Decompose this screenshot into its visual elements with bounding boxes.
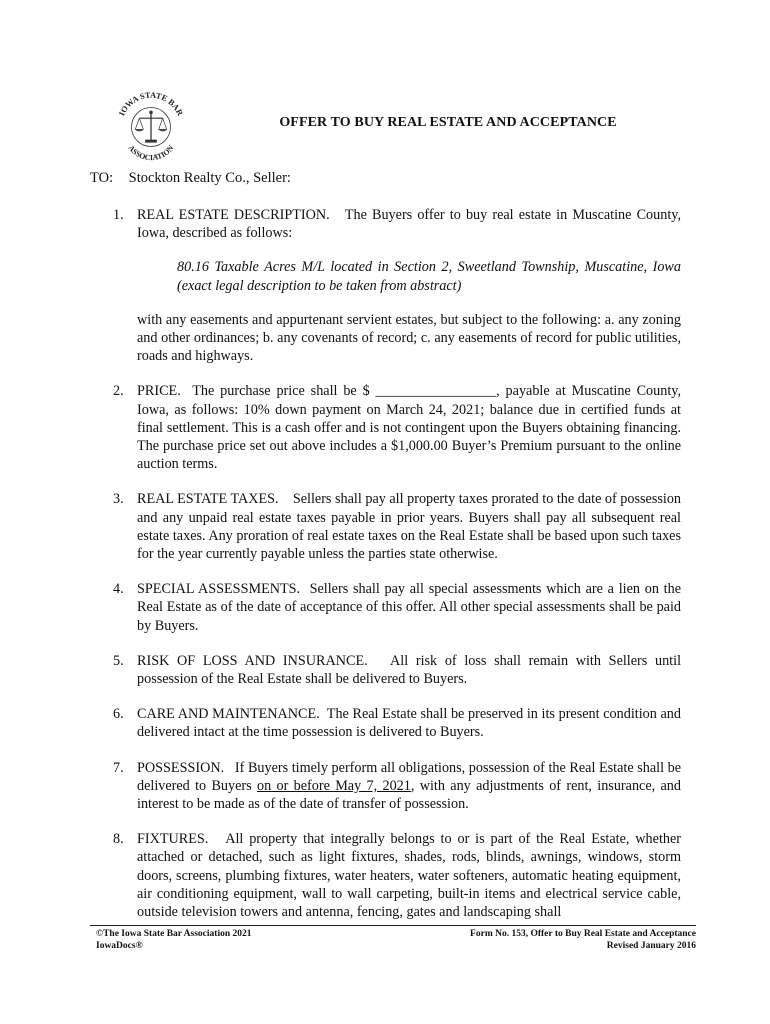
- section-number: 1.: [113, 207, 124, 223]
- section-3: [113, 490, 681, 563]
- offer-sections: [113, 206, 681, 938]
- section-number: 4.: [113, 581, 124, 598]
- svg-text:ASSOCIATION: ASSOCIATION: [126, 143, 176, 163]
- section-7: [113, 759, 681, 814]
- legal-description: 80.16 Taxable Acres M/L located in Section 2, Sweetland Township, Muscatine, Iowa (exact legal description to be taken from abstract): [177, 259, 681, 294]
- section-heading: PRICE.: [137, 383, 181, 400]
- iowadocs-label: IowaDocs®: [96, 941, 143, 951]
- section-6: [113, 705, 681, 741]
- footer-divider: [90, 925, 696, 926]
- section-text: The Buyers offer to buy real estate in Muscatine County, Iowa, described as follows:: [137, 207, 681, 242]
- section-number: 2.: [113, 383, 124, 400]
- section-heading: RISK OF LOSS AND INSURANCE.: [137, 652, 368, 669]
- section-2: [113, 382, 681, 473]
- form-number: Form No. 153, Offer to Buy Real Estate and Acceptance: [470, 929, 696, 939]
- section-4: [113, 580, 681, 635]
- section-number: 5.: [113, 652, 124, 669]
- section-text: Sellers shall pay all property taxes prorated to the date of possession and any unpaid real estate taxes payable in prior years. Buyers shall pay all subsequent real estate taxes. Any proration of real estate taxes on the Real Estate shall be based upon such taxes for the year currently payable unless the parties state otherwise.: [137, 491, 682, 563]
- section-text: The Real Estate shall be preserved in its present condition and delivered intact at the time possession is delivered to Buyers.: [137, 706, 681, 741]
- addressee-line: [90, 170, 291, 187]
- section-text: All property that integrally belongs to or is part of the Real Estate, whether attached or detached, such as light fixtures, shades, rods, blinds, awnings, windows, storm doors, screens, plumbing fixtures, water heaters, water softeners, automatic heating equipment, air conditioning equipment, wall to wall carpeting, built-in items and electrical service cable, outside television towers and antenna, fencing, gates and landscaping shall: [137, 831, 682, 921]
- section-5: [113, 652, 681, 688]
- section-number: 6.: [113, 706, 124, 723]
- section-text: Sellers shall pay all special assessments which are a lien on the Real Estate as of the date of acceptance of this offer. All other special assessments shall be paid by Buyers.: [137, 581, 681, 634]
- section-heading: FIXTURES.: [137, 831, 209, 848]
- section-number: 8.: [113, 831, 124, 848]
- document-title: OFFER TO BUY REAL ESTATE AND ACCEPTANCE: [279, 115, 617, 130]
- section-text: All risk of loss shall remain with Sellers until possession of the Real Estate shall be delivered to Buyers.: [137, 652, 682, 688]
- section-1: [113, 206, 681, 365]
- revision-date: Revised January 2016: [606, 941, 696, 951]
- copyright-text: ©The Iowa State Bar Association 2021: [96, 929, 252, 939]
- section-number: 7.: [113, 759, 124, 776]
- section-heading: POSSESSION.: [137, 759, 225, 776]
- section-8: [113, 830, 681, 921]
- possession-date: on or before May 7, 2021: [256, 777, 411, 794]
- section-text: If Buyers timely perform all obligations, possession of the Real Estate shall be delivered to Buyers: [137, 759, 682, 794]
- section-text-continued: with any easements and appurtenant servient estates, but subject to the following: a. any zoning and other ordinances; b. any covenants of record; c. any easements of record for public utilities, roads and highways.: [137, 311, 681, 365]
- to-label: TO:: [90, 170, 114, 186]
- section-heading: SPECIAL ASSESSMENTS.: [137, 581, 301, 598]
- section-text-end: , with any adjustments of rent, insurance, and interest to be made as of the date of transfer of possession.: [137, 777, 681, 813]
- section-text: The purchase price shall be $ _________________, payable at Muscatine County, Iowa, as follows: 10% down payment on March 24, 2021; balance due in certified funds at final settlement. This is a cash offer and is not contingent upon the Buyers obtaining financing. The purchase price set out above includes a $1,000.00 Buyer’s Premium pursuant to the online auction terms.: [137, 383, 682, 473]
- section-number: 3.: [113, 491, 124, 508]
- svg-text:IOWA STATE BAR: IOWA STATE BAR: [117, 90, 185, 118]
- section-heading: REAL ESTATE TAXES.: [137, 491, 279, 508]
- to-value: Stockton Realty Co., Seller:: [128, 170, 291, 186]
- section-heading: REAL ESTATE DESCRIPTION.: [137, 207, 330, 223]
- section-heading: CARE AND MAINTENANCE.: [137, 706, 320, 723]
